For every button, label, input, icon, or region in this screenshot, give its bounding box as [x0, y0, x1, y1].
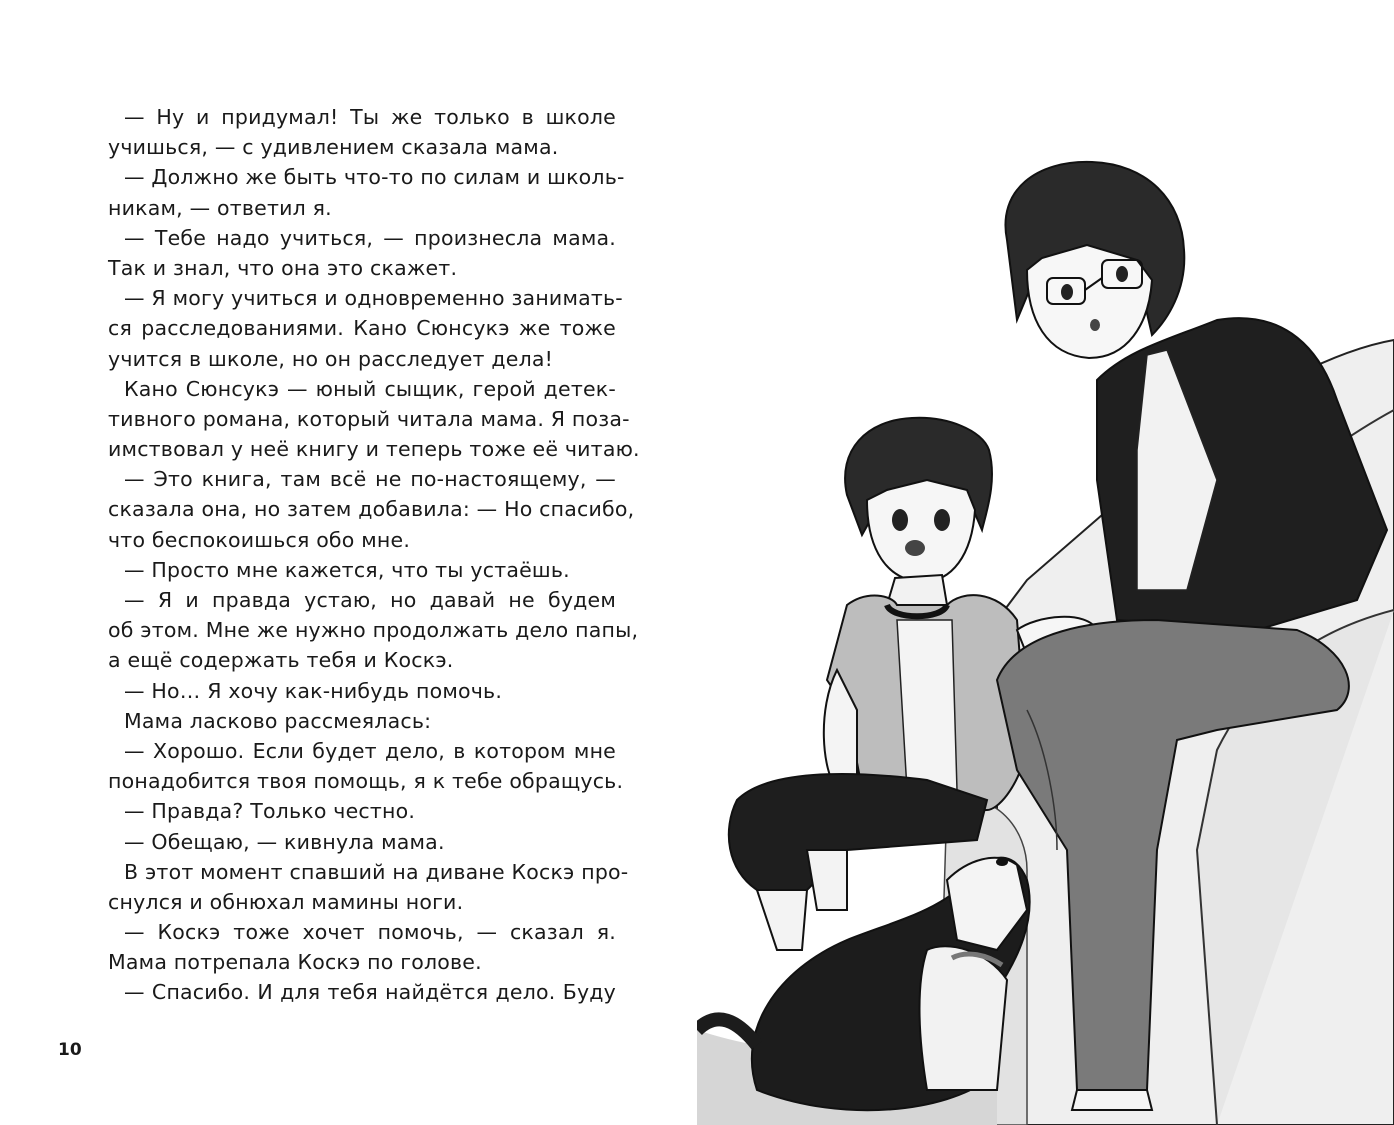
text-line: В этот момент спавший на диване Коскэ про- — [124, 859, 629, 884]
text-line: — Хорошо. Если будет дело, в котором мне — [124, 738, 616, 763]
text-line: — Обещаю, — кивнула мама. — [124, 829, 445, 854]
text-line: об этом. Мне же нужно продолжать дело папы, — [108, 618, 639, 643]
text-line: — Должно же быть что-то по силам и школь- — [124, 165, 625, 190]
text-line: что беспокоишься обо мне. — [108, 527, 411, 552]
text-line: — Просто мне кажется, что ты устаёшь. — [124, 557, 570, 582]
text-line: — Я могу учиться и одновременно занимать- — [124, 286, 623, 311]
text-line: — Это книга, там всё не по-настоящему, — — [124, 467, 616, 492]
text-line: Так и знал, что она это скажет. — [108, 255, 458, 280]
text-line: ся расследованиями. Кано Сюнсукэ же тоже — [108, 316, 616, 341]
text-line: Мама ласково рассмеялась: — [124, 708, 432, 733]
text-line: снулся и обнюхал мамины ноги. — [108, 889, 464, 914]
text-line: тивного романа, который читала мама. Я поза- — [108, 406, 630, 431]
text-line: — Тебе надо учиться, — произнесла мама. — [124, 225, 616, 250]
text-line: Мама потрепала Коскэ по голове. — [108, 950, 482, 975]
text-column — [108, 102, 640, 1008]
illustration — [697, 150, 1394, 1125]
text-line: имствовал у неё книгу и теперь тоже её читаю. — [108, 437, 640, 462]
text-line: — Спасибо. И для тебя найдётся дело. Буду — [124, 980, 616, 1005]
text-line: — Правда? Только честно. — [124, 799, 416, 824]
text-line: — Ну и придумал! Ты же только в школе — [124, 105, 616, 129]
text-line: — Но… Я хочу как-нибудь помочь. — [124, 678, 503, 703]
text-line: — Я и правда устаю, но давай не будем — [124, 588, 616, 612]
text-line: учится в школе, но он расследует дела! — [108, 346, 554, 371]
text-line: никам, — ответил я. — [108, 195, 332, 220]
text-line: Кано Сюнсукэ — юный сыщик, герой детек- — [124, 376, 616, 401]
text-line: понадобится твоя помощь, я к тебе обращусь. — [108, 769, 624, 794]
text-line: — Коскэ тоже хочет помочь, — сказал я. — [124, 920, 616, 945]
text-line: сказала она, но затем добавила: — Но спасибо, — [108, 497, 635, 522]
text-line: а ещё содержать тебя и Коскэ. — [108, 648, 454, 673]
page-number: 10 — [58, 1040, 82, 1060]
text-line: учишься, — с удивлением сказала мама. — [108, 135, 559, 160]
